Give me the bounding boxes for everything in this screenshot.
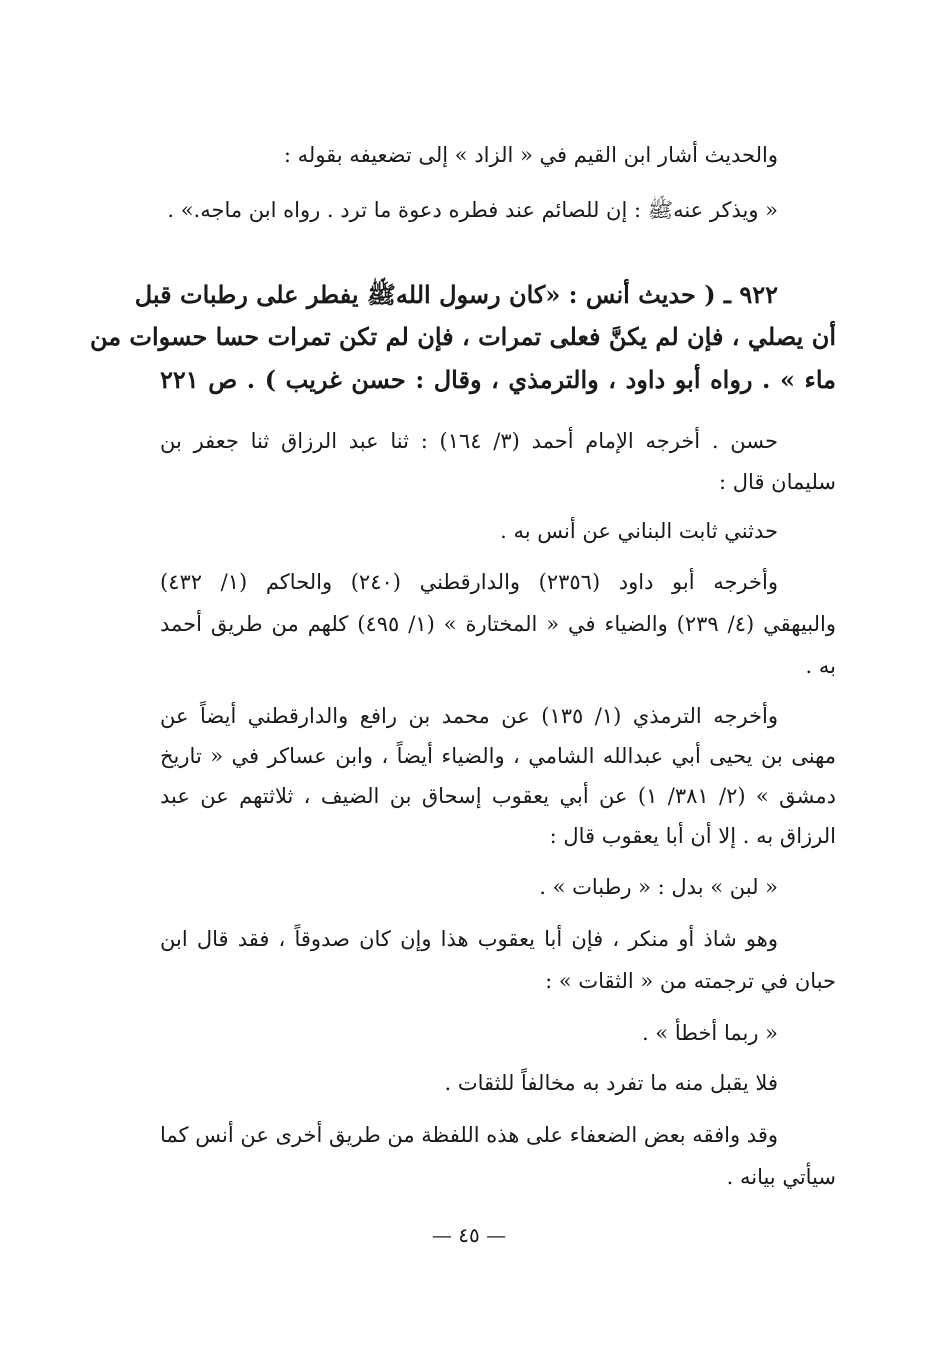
hadith-heading-line-2: أن يصلي ، فإن لم يكنَّ فعلى تمرات ، فإن لم تكن تمرات حسا حسوات من [89,322,836,351]
grading-line-2: سليمان قال : [719,470,836,494]
takhrij-line-3: به . [805,654,836,678]
hadith-heading-line-3: ماء » . رواه أبو داود ، والترمذي ، وقال : حسن غريب ) . ص ٢٢١ [160,365,836,394]
final-line-2: سيأتي بيانه . [726,1165,836,1189]
final-line-1: وقد وافقه بعض الضعفاء على هذه اللفظة من طريق أخرى عن أنس كما [160,1123,778,1147]
conclusion-line: فلا يقبل منه ما تفرد به مخالفاً للثقات . [444,1071,778,1095]
takhrij-line-2: والبيهقي (٤/ ٢٣٩) والضياء في « المختارة » (١/ ٤٩٥) كلهم من طريق أحمد [160,612,836,636]
tirmidhi-line-3: دمشق » (٢/ ٣٨١/ ١) عن أبي يعقوب إسحاق بن الضيف ، ثلاثتهم عن عبد [160,784,836,808]
tirmidhi-line-2: مهنى بن يحيى أبي عبدالله الشامي ، والضياء أيضاً ، وابن عساكر في « تاريخ [160,744,836,768]
ibn-hibban-quote: « ربما أخطأ » . [641,1021,778,1045]
critique-line-1: وهو شاذ أو منكر ، فإن أبا يعقوب هذا وإن كان صدوقاً ، فقد قال ابن [160,927,778,951]
page-number: — ٤٥ — [431,1223,507,1247]
intro-quote-line: « ويذكر عنهﷺ : إن للصائم عند فطره دعوة ما ترد . رواه ابن ماجه.» . [167,198,778,222]
critique-line-2: حبان في ترجمته من « الثقات » : [545,969,836,993]
hadith-heading-line-1: ٩٢٢ ـ ( حديث أنس : «كان رسول اللهﷺ يفطر على رطبات قبل [134,280,778,309]
tirmidhi-line-4: الرزاق به . إلا أن أبا يعقوب قال : [549,824,836,848]
document-page [89,0,836,1353]
tirmidhi-line-1: وأخرجه الترمذي (١/ ١٣٥) عن محمد بن رافع والدارقطني أيضاً عن [160,704,778,728]
takhrij-line-1: وأخرجه أبو داود (٢٣٥٦) والدارقطني (٢٤٠) والحاكم (١/ ٤٣٢) [160,570,778,594]
narrator-line: حدثني ثابت البناني عن أنس به . [500,519,778,543]
grading-line-1: حسن . أخرجه الإمام أحمد (٣/ ١٦٤) : ثنا عبد الرزاق ثنا جعفر بن [160,429,778,453]
intro-line-1: والحديث أشار ابن القيم في « الزاد » إلى تضعيفه بقوله : [283,143,778,167]
variant-line: « لبن » بدل : « رطبات » . [539,875,778,899]
